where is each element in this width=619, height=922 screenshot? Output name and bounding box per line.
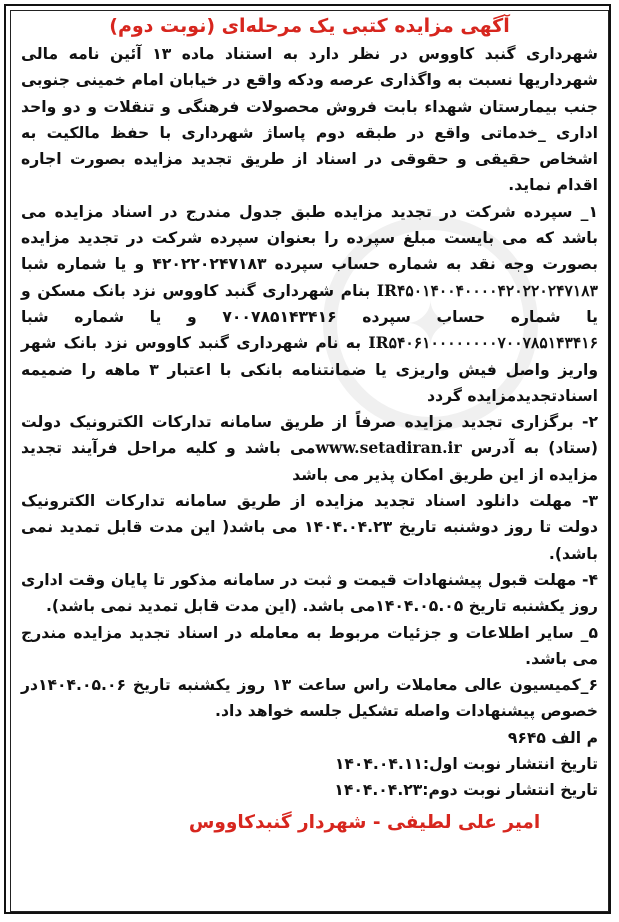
iban-shahr: IR۵۴۰۶۱۰۰۰۰۰۰۰۰۷۰۰۷۸۵۱۴۳۴۱۶ (368, 333, 598, 353)
item2-text-b: می باشد و کلیه مراحل فرآیند تجدید مزایده از این طریق امکان پذیر می باشد (21, 439, 598, 484)
mayor-signature: امیر علی لطیفی - شهردار گنبدکاووس (188, 811, 541, 833)
first-publication-date: تاریخ انتشار نوبت اول:۱۴۰۴.۰۴.۱۱ (334, 755, 598, 774)
notice-box (10, 10, 609, 912)
item1-text-b: بنام شهرداری گنبد کاووس نزد بانک مسکن و یا شماره حساب سپرده ۷۰۰۷۸۵۱۴۳۴۱۶ و یا شماره شبا (21, 281, 598, 326)
notice-intro: شهرداری گنبد کاووس در نظر دارد به استناد ماده ۱۳ آئین نامه مالی شهرداریها نسبت به واگذاری عرصه ودکه واقع در خیابان امام خمینی جنوبی جنب بیمارستان شهداء بابت فروش محصولات فرهنگی و تنقلات و دو واحد اداری _خدماتی واقع در طبقه دوم پاساژ شهرداری با حفظ مالکیت به اشخاص حقیقی و حقوقی در اسناد از طریق تجدید مزایده بصورت اجاره اقدام نماید. (21, 45, 598, 195)
setadiran-link[interactable]: www.setadiran.ir (315, 438, 462, 458)
iban-maskan: IR۴۵۰۱۴۰۰۴۰۰۰۰۴۲۰۲۲۰۲۴۷۱۸۳ (376, 280, 598, 300)
reference-number: م الف ۹۶۴۵ (507, 728, 598, 747)
notice-body (21, 41, 598, 804)
notice-item-6: ۶_کمیسیون عالی معاملات راس ساعت ۱۳ روز یکشنبه تاریخ ۱۴۰۴.۰۵.۰۶در خصوص پیشنهادات واصله تشکیل جلسه خواهد داد. (21, 676, 598, 721)
item1-text-a: ۱_ سپرده شرکت در تجدید مزایده طبق جدول مندرج در اسناد مزایده می باشد که می بایست مبلغ سپرده را بعنوان سپرده شرکت در تجدید مزایده بصورت وجه نقد به شماره حساب سپرده ۴۲۰۲۲۰۲۴۷۱۸۳ و یا شماره شبا (21, 202, 598, 274)
notice-title: آگهی مزایده کتبی یک مرحله‌ای (نوبت دوم) (109, 15, 510, 37)
second-publication-date: تاریخ انتشار نوبت دوم:۱۴۰۴.۰۴.۲۳ (334, 781, 598, 800)
item2-text-a: ۲- برگزاری تجدید مزایده صرفاً از طریق سامانه تدارکات الکترونیک دولت (ستاد) به آدرس (21, 413, 599, 458)
notice-item-1 (21, 199, 598, 409)
item1-text-c: به نام شهرداری گنبد کاووس نزد بانک شهر واریز واصل فیش واریزی یا ضمانتنامه بانکی با اعتبار ۳ ماهه را ضمیمه اسنادتجدیدمزایده گردد (21, 334, 599, 405)
watermark-icon: ✦ (404, 287, 457, 360)
notice-item-2 (21, 409, 598, 488)
notice-item-3: ۳- مهلت دانلود اسناد تجدید مزایده از طریق سامانه تدارکات الکترونیک دولت تا روز دوشنبه تاریخ ۱۴۰۴.۰۴.۲۳ می باشد( این مدت قابل تمدید نمی باشد). (21, 492, 598, 563)
notice-item-5: ۵_ سایر اطلاعات و جزئیات مربوط به معامله در اسناد تجدید مزایده مندرج می باشد. (21, 623, 598, 668)
notice-item-4: ۴- مهلت قبول پیشنهادات قیمت و ثبت در سامانه مذکور تا پایان وقت اداری روز یکشنبه تاریخ ۱۴۰۴.۰۵.۰۵می باشد. (این مدت قابل تمدید نمی باشد). (21, 570, 598, 616)
